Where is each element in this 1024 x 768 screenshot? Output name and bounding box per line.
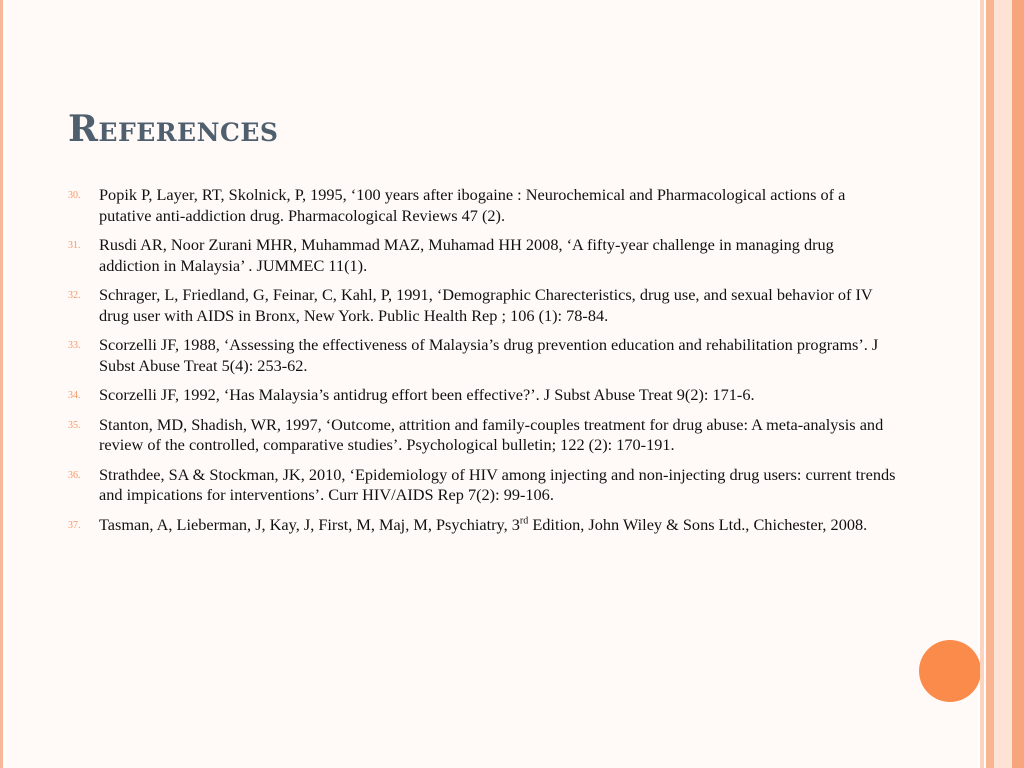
reference-number: 36. [68,469,81,481]
reference-item [68,415,898,456]
ordinal-superscript: rd [519,515,529,527]
reference-text-after: Edition, John Wiley & Sons Ltd., Chichester, 2008. [528,514,868,534]
reference-text: Strathdee, SA & Stockman, JK, 2010, ‘Epidemiology of HIV among injecting and non-injecting drug users: current trends and impications for interventions’. Curr HIV/AIDS Rep 7(2): 99-106. [99,464,896,504]
reference-list [68,185,898,544]
reference-item [68,235,898,276]
reference-number: 33. [68,340,81,351]
reference-text: Schrager, L, Friedland, G, Feinar, C, Kahl, P, 1991, ‘Demographic Charecteristics, drug use, and sexual behavior of IV drug user with AIDS in Bronx, New York. Public Health Rep ; 106 (1): 78-84. [99,285,873,325]
reference-text: Stanton, MD, Shadish, WR, 1997, ‘Outcome, attrition and family-couples treatment for drug abuse: A meta-analysis and review of the controlled, comparative studies’. Psychological bulletin; 122 (2): 170-191. [99,414,884,454]
accent-circle [919,640,981,702]
reference-text: Scorzelli JF, 1988, ‘Assessing the effectiveness of Malaysia’s drug prevention education and rehabilitation programs’. J Subst Abuse Treat 5(4): 253-62. [99,335,879,375]
reference-number: 35. [68,419,81,431]
reference-text [99,515,867,534]
right-decoration [980,0,1024,768]
reference-item [68,465,898,506]
reference-number: 37. [68,519,81,531]
right-stripe [994,0,1012,768]
reference-item [68,285,898,326]
slide [6,0,978,768]
reference-text: Rusdi AR, Noor Zurani MHR, Muhammad MAZ, Muhamad HH 2008, ‘A fifty-year challenge in managing drug addiction in Malaysia’ . JUMMEC 11(1). [99,235,834,275]
reference-number: 32. [68,290,81,301]
right-stripe [1012,0,1024,768]
reference-item [68,335,898,376]
reference-text: Popik P, Layer, RT, Skolnick, P, 1995, ‘100 years after ibogaine : Neurochemical and Pharmacological actions of a putative anti-addiction drug. Pharmacological Reviews 47 (2). [99,185,846,225]
left-border-line [0,0,3,768]
reference-item [68,185,898,226]
right-stripe [980,0,984,768]
right-stripe [986,0,994,768]
reference-text: Scorzelli JF, 1992, ‘Has Malaysia’s antidrug effort been effective?’. J Subst Abuse Treat 9(2): 171-6. [99,385,755,404]
page-title: References [68,108,279,150]
reference-number: 30. [68,190,81,201]
reference-text-before: Tasman, A, Lieberman, J, Kay, J, First, M, Maj, M, Psychiatry, 3 [99,514,520,534]
reference-item [68,515,898,536]
reference-item [68,385,898,406]
reference-number: 34. [68,390,81,401]
reference-number: 31. [68,240,81,251]
